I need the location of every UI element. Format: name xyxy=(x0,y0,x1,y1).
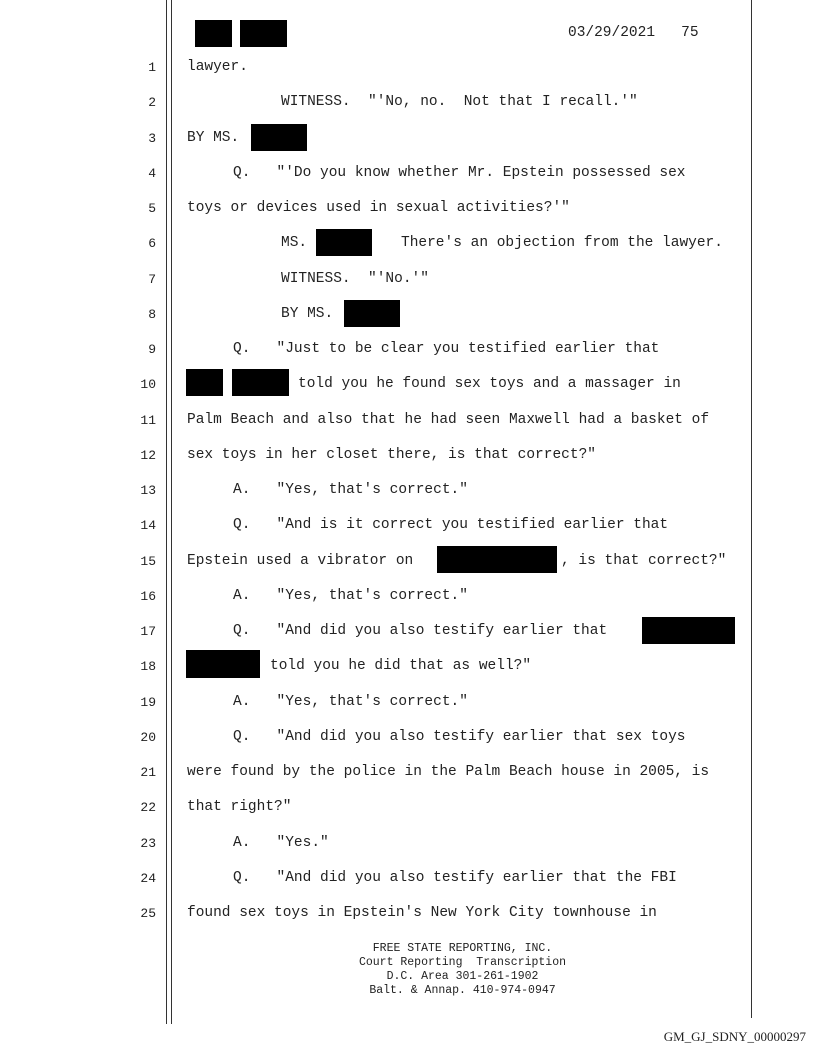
line-number: 24 xyxy=(140,870,156,886)
redaction-line-8 xyxy=(344,300,400,327)
line-number: 7 xyxy=(148,271,156,287)
line-number: 18 xyxy=(140,659,156,675)
line-number: 12 xyxy=(140,447,156,463)
redaction-header-2 xyxy=(240,20,287,47)
line-number: 9 xyxy=(148,342,156,357)
transcript-line-text: told you he found sex toys and a massager in xyxy=(298,376,681,393)
transcript-line-text: Q. "'Do you know whether Mr. Epstein possessed sex xyxy=(233,164,686,181)
transcript-line-text: BY MS. xyxy=(187,129,240,146)
transcript-line-text: Q. "Just to be clear you testified earlier that xyxy=(233,341,660,357)
transcript-line-text: MS. xyxy=(281,235,308,252)
line-number: 6 xyxy=(148,236,156,252)
redaction-line-3 xyxy=(251,124,307,151)
transcript-line-text: A. "Yes, that's correct." xyxy=(233,587,468,604)
footer-services: Court Reporting Transcription xyxy=(358,956,567,969)
line-number: 22 xyxy=(140,800,156,816)
line-number: 5 xyxy=(148,201,156,216)
transcript-line-text: Q. "And did you also testify earlier that sex toys xyxy=(233,728,686,745)
line-number: 17 xyxy=(140,624,156,639)
redaction-line-10b xyxy=(232,369,289,396)
redaction-line-18 xyxy=(186,650,260,678)
redaction-line-17 xyxy=(642,617,735,644)
left-margin-rule-inner xyxy=(171,0,172,1024)
line-number: 21 xyxy=(140,765,156,780)
line-number: 20 xyxy=(140,729,156,745)
transcript-line-text: told you he did that as well?" xyxy=(270,658,532,675)
line-number: 25 xyxy=(140,906,156,921)
transcript-line-text: Q. "And is it correct you testified earlier that xyxy=(233,517,669,534)
redaction-line-15 xyxy=(437,546,557,573)
line-number: 4 xyxy=(148,165,156,181)
line-number: 14 xyxy=(140,518,156,534)
line-number: 2 xyxy=(148,95,156,111)
transcript-line-text: WITNESS. "'No, no. Not that I recall.'" xyxy=(281,94,638,111)
transcript-line-text: Q. "And did you also testify earlier that xyxy=(233,623,608,639)
transcript-line-text: A. "Yes, that's correct." xyxy=(233,693,468,710)
transcript-line-text: There's an objection from the lawyer. xyxy=(401,235,723,252)
transcript-line-text: , is that correct?" xyxy=(561,552,727,569)
footer-balt-phone: Balt. & Annap. 410-974-0947 xyxy=(369,984,556,997)
header-date: 03/29/2021 xyxy=(568,25,656,41)
line-number: 15 xyxy=(140,553,156,569)
transcript-line-text: found sex toys in Epstein's New York City townhouse in xyxy=(187,905,657,921)
footer-dc-phone: D.C. Area 301-261-1902 xyxy=(386,970,539,983)
transcript-line-text: toys or devices used in sexual activities?'" xyxy=(187,200,570,216)
transcript-line-text: were found by the police in the Palm Beach house in 2005, is xyxy=(187,764,710,780)
line-number: 13 xyxy=(140,483,156,498)
header-page-number: 75 xyxy=(681,25,699,41)
redaction-line-6 xyxy=(316,229,372,256)
transcript-line-text: A. "Yes, that's correct." xyxy=(233,482,468,498)
line-number: 16 xyxy=(140,588,156,604)
transcript-line-text: Epstein used a vibrator on xyxy=(187,552,414,569)
redaction-line-10a xyxy=(186,369,223,396)
line-number: 8 xyxy=(148,306,156,322)
redaction-header-1 xyxy=(195,20,232,47)
line-number: 23 xyxy=(140,835,156,851)
reporter-footer xyxy=(300,942,625,998)
transcript-line-text: Palm Beach and also that he had seen Maxwell had a basket of xyxy=(187,411,710,428)
transcript-line-text: A. "Yes." xyxy=(233,834,329,851)
transcript-line-text: BY MS. xyxy=(281,305,334,322)
transcript-line-text: that right?" xyxy=(187,799,292,816)
transcript-line-text: sex toys in her closet there, is that correct?" xyxy=(187,446,596,463)
footer-company: FREE STATE REPORTING, INC. xyxy=(372,942,553,955)
line-number: 11 xyxy=(140,412,156,428)
transcript-line-text: Q. "And did you also testify earlier that the FBI xyxy=(233,869,677,886)
right-margin-rule xyxy=(751,0,752,1018)
left-margin-rule-outer xyxy=(166,0,167,1024)
line-number: 3 xyxy=(148,130,156,146)
line-number: 1 xyxy=(148,60,156,75)
page-header xyxy=(568,25,699,41)
bates-number: GM_GJ_SDNY_00000297 xyxy=(663,1029,806,1044)
transcript-line-text: WITNESS. "'No.'" xyxy=(281,270,429,287)
line-number: 19 xyxy=(140,694,156,710)
transcript-line-text: lawyer. xyxy=(187,59,248,75)
line-number: 10 xyxy=(140,377,156,393)
